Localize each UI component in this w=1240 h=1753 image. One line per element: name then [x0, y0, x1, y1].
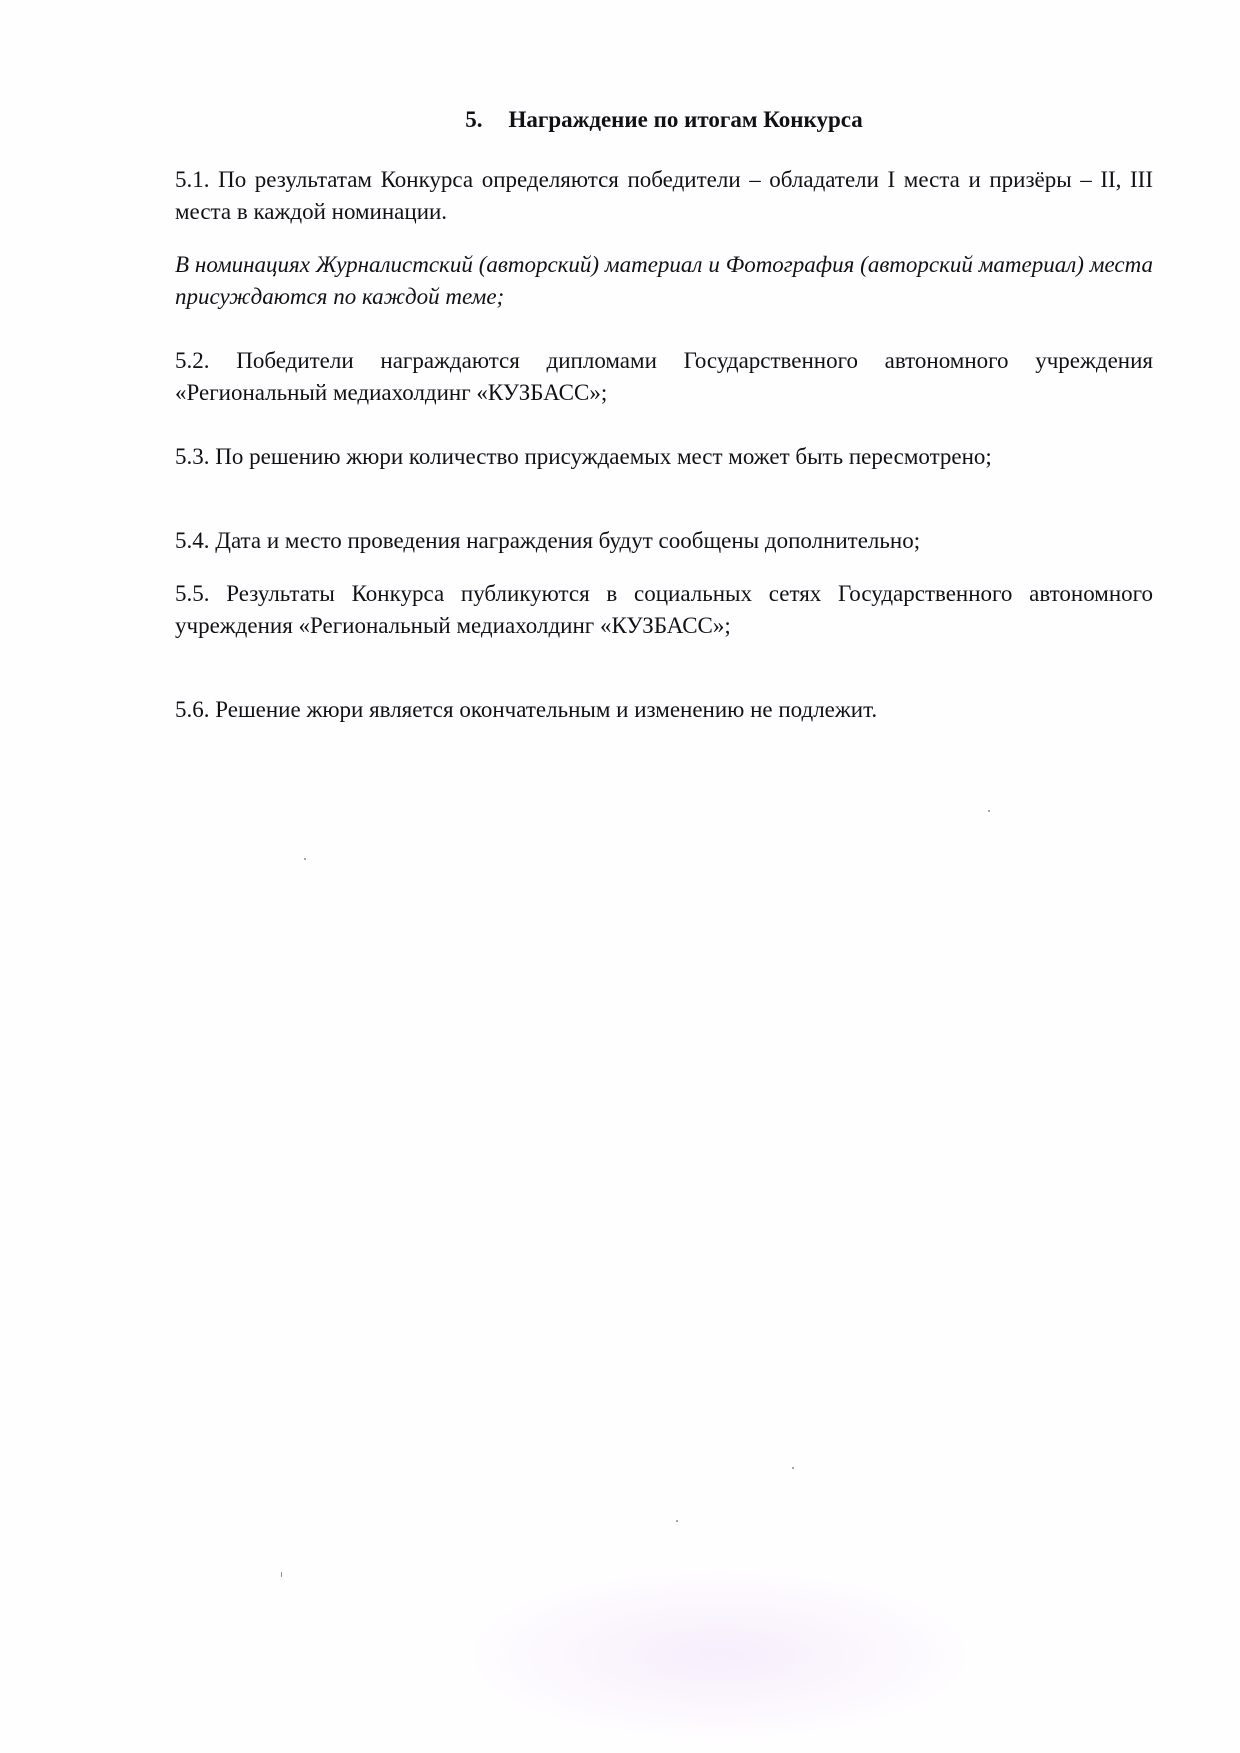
paragraph-5-1-note: В номинациях Журналистский (авторский) материал и Фотография (авторский материал) места присуждаются по каждой теме; — [175, 252, 1153, 309]
paragraph-5-1: 5.1. По результатам Конкурса определяются победители – обладатели I места и призёры – II, III места в каждой номинации. — [175, 167, 1153, 224]
section-number: 5. — [465, 107, 483, 132]
paragraph-5-3: 5.3. По решению жюри количество присуждаемых мест может быть пересмотрено; — [175, 444, 992, 469]
scan-speck — [792, 1467, 794, 1469]
section-heading — [175, 104, 1153, 136]
scan-speck — [304, 858, 306, 860]
paragraph-5-4: 5.4. Дата и место проведения награждения будут сообщены дополнительно; — [175, 528, 921, 553]
document-body — [175, 104, 1153, 726]
section-title: Награждение по итогам Конкурса — [508, 107, 863, 132]
paragraph-5-2: 5.2. Победители награждаются дипломами Государственного автономного учреждения «Региональный медиахолдинг «КУЗБАСС»; — [175, 348, 1153, 405]
scan-speck — [988, 810, 990, 812]
scan-speck — [676, 1520, 678, 1522]
paragraph-5-6: 5.6. Решение жюри является окончательным и изменению не подлежит. — [175, 697, 878, 722]
paragraph-5-5: 5.5. Результаты Конкурса публикуются в социальных сетях Государственного автономного учреждения «Региональный медиахолдинг «КУЗБАСС»; — [175, 581, 1153, 638]
scan-speck — [281, 1572, 282, 1577]
